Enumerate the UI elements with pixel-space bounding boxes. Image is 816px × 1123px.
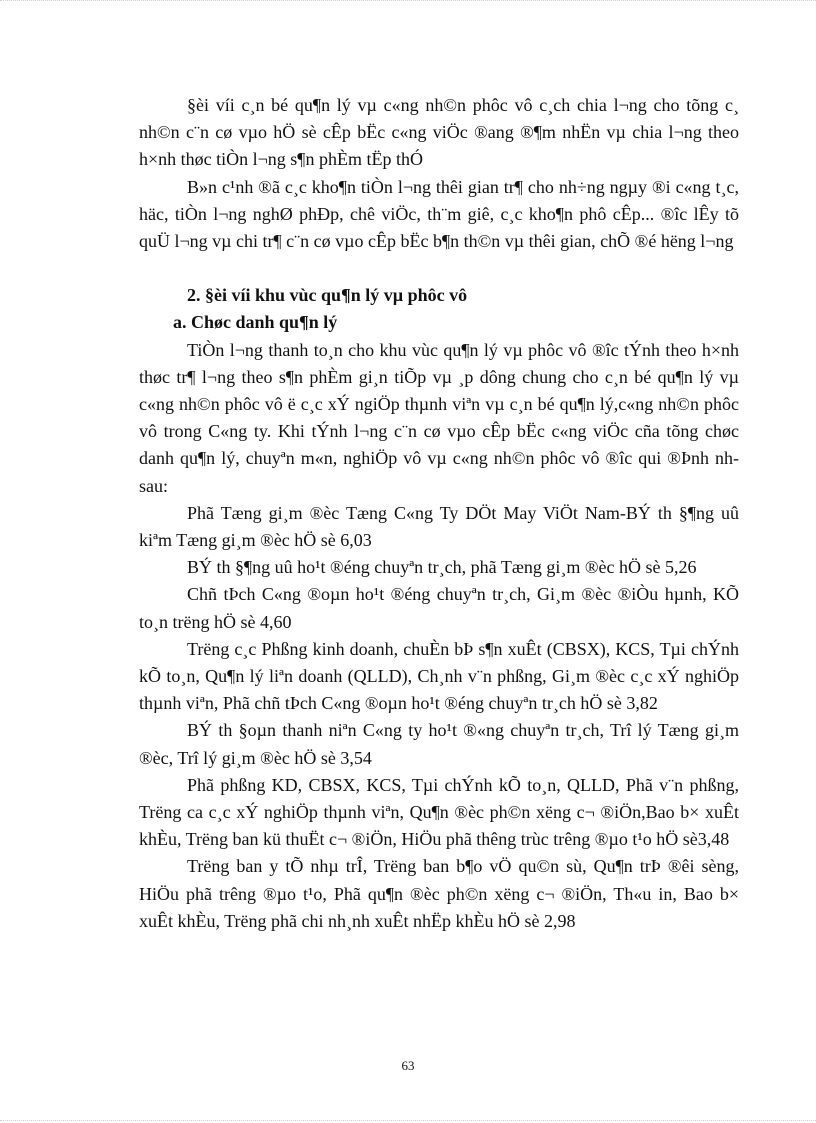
paragraph: §èi víi c¸n bé qu¶n lý vµ c«ng nh©n phôc vô c¸ch chia l¬ng cho tõng c¸ nh©n c¨n cø vµo hÖ sè cÊp bËc c«ng viÖc ®ang ®¶m nhËn vµ chia l¬ng theo h×nh thøc tiÒn l¬ng s¶n phÈm tËp thÓ xyxy=(139,95,739,170)
paragraph: TiÒn l¬ng thanh to¸n cho khu vùc qu¶n lý vµ phôc vô ®îc tÝnh theo h×nh thøc tr¶ l¬ng theo s¶n phÈm gi¸n tiÕp vµ ¸p dông chung cho c¸n bé qu¶n lý vµ c«ng nh©n phôc vô ë c¸c xÝ ngiÖp thµnh viªn vµ c¸n bé qu¶n lý,c«ng nh©n phôc vô trong C«ng ty. Khi tÝnh l¬ng c¨n cø vµo cÊp bËc c«ng viÖc cña tõng chøc danh qu¶n lý, chuyªn m«n, nghiÖp vô vµ c«ng nh©n phôc vô ®îc qui ®Þnh nh sau: xyxy=(139,339,739,496)
document-body xyxy=(139,92,739,935)
paragraph: BÝ th §oµn thanh niªn C«ng ty ho¹t ®«ng chuyªn tr¸ch, Trî lý Tæng gi¸m ®èc, Trî lý gi¸m ®èc hÖ sè 3,54 xyxy=(139,720,739,768)
page-number: 63 xyxy=(401,1058,415,1073)
paragraph-spacer xyxy=(139,255,739,282)
paragraph: Trëng c¸c Phßng kinh doanh, chuÈn bÞ s¶n xuÊt (CBSX), KCS, Tµi chÝnh kÕ to¸n, Qu¶n lý liªn doanh (QLLD), Ch¸nh v¨n phßng, Gi¸m ®èc c¸c xÝ nghiÖp thµnh viªn, Phã chñ tÞch C«ng ®oµn ho¹t ®éng chuyªn tr¸ch hÖ sè 3,82 xyxy=(139,638,739,714)
paragraph: Trëng ban y tÕ nhµ trÎ, Trëng ban b¶o vÖ qu©n sù, Qu¶n trÞ ®êi sèng, HiÖu phã trêng ®µo t¹o, Phã qu¶n ®èc ph©n xëng c¬ ®iÖn, Th«u in, Bao b× xuÊt khÈu, Trëng phã chi nh¸nh xuÊt nhËp khÈu hÖ sè 2,98 xyxy=(139,856,739,931)
paragraph: BÝ th §¶ng uû ho¹t ®éng chuyªn tr¸ch, phã Tæng gi¸m ®èc hÖ sè 5,26 xyxy=(187,557,697,578)
paragraph: B»n c¹nh ®ã c¸c kho¶n tiÒn l¬ng thêi gian tr¶ cho nh÷ng ngµy ®i c«ng t¸c, häc, tiÒn l¬ng nghØ phÐp, chê viÖc, th¨m giê, c¸c kho¶n phô cÊp... ®îc lÊy tõ quÜ l¬ng vµ chi tr¶ c¨n cø vµo cÊp bËc b¶n th©n vµ thêi gian, chÕ ®é hëng l¬ng xyxy=(139,176,739,252)
page-top-border xyxy=(0,0,816,7)
section-heading: 2. §èi víi khu vùc qu¶n lý vµ phôc vô xyxy=(187,285,468,306)
subsection-heading: a. Chøc danh qu¶n lý xyxy=(173,312,338,333)
paragraph: Phã phßng KD, CBSX, KCS, Tµi chÝnh kÕ to¸n, QLLD, Phã v¨n phßng, Trëng ca c¸c xÝ nghiÖp thµnh viªn, Qu¶n ®èc ph©n xëng c¬ ®iÖn,Bao b× xuÊt khÈu, Trëng ban kü thuËt c¬ ®iÖn, HiÖu phã thêng trùc trêng ®µo t¹o hÖ sè3,48 xyxy=(139,774,739,850)
paragraph: Chñ tÞch C«ng ®oµn ho¹t ®éng chuyªn tr¸ch, Gi¸m ®èc ®iÒu hµnh, KÕ to¸n trëng hÖ sè 4,60 xyxy=(139,584,739,632)
paragraph: Phã Tæng gi¸m ®èc Tæng C«ng Ty DÖt May ViÖt Nam-BÝ th §¶ng uû kiªm Tæng gi¸m ®èc hÖ sè 6,03 xyxy=(139,502,739,551)
